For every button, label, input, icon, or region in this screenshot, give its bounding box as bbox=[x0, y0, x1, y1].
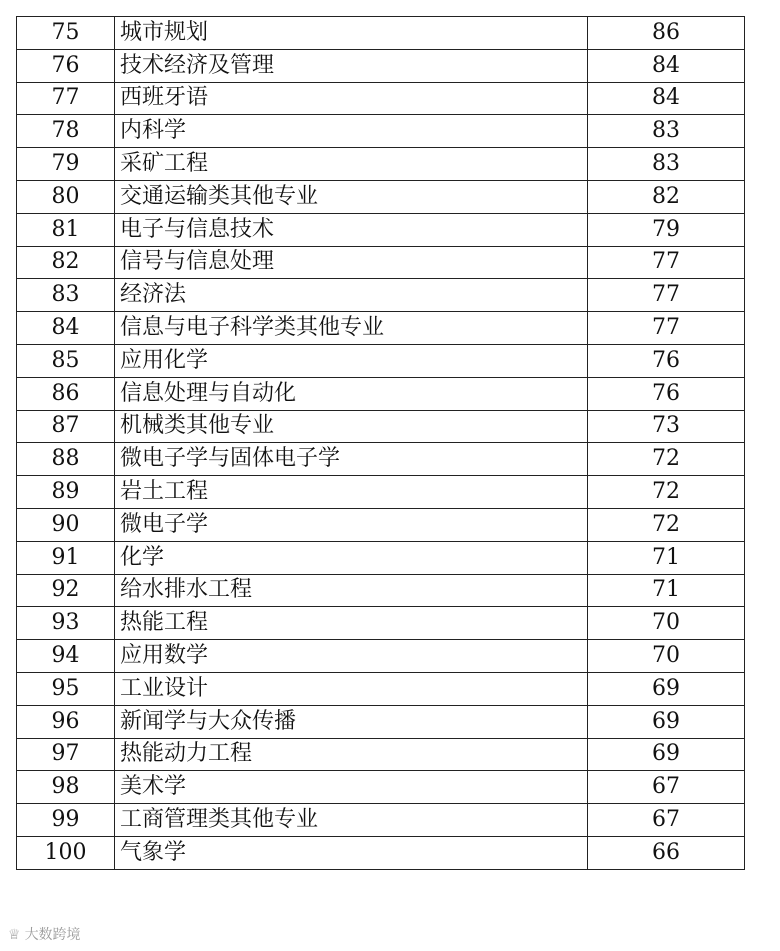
major-name-cell: 技术经济及管理 bbox=[115, 49, 588, 82]
table-row bbox=[17, 148, 745, 181]
table-row bbox=[17, 213, 745, 246]
major-name-cell: 热能动力工程 bbox=[115, 738, 588, 771]
watermark bbox=[8, 924, 81, 944]
rank-cell: 87 bbox=[17, 410, 115, 443]
table-row bbox=[17, 180, 745, 213]
table-row bbox=[17, 82, 745, 115]
table-row bbox=[17, 344, 745, 377]
table-row bbox=[17, 574, 745, 607]
major-name-cell: 机械类其他专业 bbox=[115, 410, 588, 443]
rank-cell: 99 bbox=[17, 804, 115, 837]
major-name-cell: 工商管理类其他专业 bbox=[115, 804, 588, 837]
score-cell: 76 bbox=[588, 344, 745, 377]
rank-cell: 86 bbox=[17, 377, 115, 410]
major-name-cell: 化学 bbox=[115, 541, 588, 574]
rank-cell: 95 bbox=[17, 672, 115, 705]
major-name-cell: 信息处理与自动化 bbox=[115, 377, 588, 410]
major-name-cell: 城市规划 bbox=[115, 17, 588, 50]
major-name-cell: 信息与电子科学类其他专业 bbox=[115, 312, 588, 345]
table-row bbox=[17, 377, 745, 410]
score-cell: 71 bbox=[588, 541, 745, 574]
rank-cell: 97 bbox=[17, 738, 115, 771]
major-name-cell: 西班牙语 bbox=[115, 82, 588, 115]
major-name-cell: 信号与信息处理 bbox=[115, 246, 588, 279]
table-row bbox=[17, 115, 745, 148]
score-cell: 77 bbox=[588, 279, 745, 312]
score-cell: 69 bbox=[588, 672, 745, 705]
table-row bbox=[17, 836, 745, 869]
table-row bbox=[17, 541, 745, 574]
score-cell: 70 bbox=[588, 640, 745, 673]
rank-cell: 88 bbox=[17, 443, 115, 476]
table-row bbox=[17, 508, 745, 541]
rank-cell: 85 bbox=[17, 344, 115, 377]
ranking-table bbox=[16, 16, 745, 870]
score-cell: 72 bbox=[588, 508, 745, 541]
rank-cell: 96 bbox=[17, 705, 115, 738]
score-cell: 71 bbox=[588, 574, 745, 607]
table-row bbox=[17, 804, 745, 837]
rank-cell: 82 bbox=[17, 246, 115, 279]
score-cell: 84 bbox=[588, 82, 745, 115]
ranking-table-body bbox=[17, 17, 745, 870]
major-name-cell: 岩土工程 bbox=[115, 476, 588, 509]
rank-cell: 79 bbox=[17, 148, 115, 181]
score-cell: 72 bbox=[588, 476, 745, 509]
major-name-cell: 新闻学与大众传播 bbox=[115, 705, 588, 738]
table-row bbox=[17, 279, 745, 312]
score-cell: 67 bbox=[588, 771, 745, 804]
rank-cell: 89 bbox=[17, 476, 115, 509]
score-cell: 84 bbox=[588, 49, 745, 82]
major-name-cell: 应用数学 bbox=[115, 640, 588, 673]
major-name-cell: 气象学 bbox=[115, 836, 588, 869]
table-row bbox=[17, 705, 745, 738]
table-row bbox=[17, 672, 745, 705]
table-row bbox=[17, 443, 745, 476]
rank-cell: 80 bbox=[17, 180, 115, 213]
rank-cell: 75 bbox=[17, 17, 115, 50]
major-name-cell: 工业设计 bbox=[115, 672, 588, 705]
rank-cell: 94 bbox=[17, 640, 115, 673]
major-name-cell: 给水排水工程 bbox=[115, 574, 588, 607]
score-cell: 83 bbox=[588, 115, 745, 148]
rank-cell: 77 bbox=[17, 82, 115, 115]
rank-cell: 83 bbox=[17, 279, 115, 312]
score-cell: 77 bbox=[588, 312, 745, 345]
major-name-cell: 交通运输类其他专业 bbox=[115, 180, 588, 213]
score-cell: 67 bbox=[588, 804, 745, 837]
major-name-cell: 应用化学 bbox=[115, 344, 588, 377]
score-cell: 66 bbox=[588, 836, 745, 869]
table-row bbox=[17, 410, 745, 443]
score-cell: 69 bbox=[588, 705, 745, 738]
watermark-text: 大数跨境 bbox=[24, 927, 81, 943]
score-cell: 79 bbox=[588, 213, 745, 246]
table-row bbox=[17, 738, 745, 771]
rank-cell: 76 bbox=[17, 49, 115, 82]
major-name-cell: 电子与信息技术 bbox=[115, 213, 588, 246]
rank-cell: 78 bbox=[17, 115, 115, 148]
table-row bbox=[17, 246, 745, 279]
score-cell: 70 bbox=[588, 607, 745, 640]
table-row bbox=[17, 49, 745, 82]
table-row bbox=[17, 607, 745, 640]
table-row bbox=[17, 312, 745, 345]
score-cell: 86 bbox=[588, 17, 745, 50]
major-name-cell: 微电子学 bbox=[115, 508, 588, 541]
rank-cell: 84 bbox=[17, 312, 115, 345]
score-cell: 73 bbox=[588, 410, 745, 443]
rank-cell: 98 bbox=[17, 771, 115, 804]
table-row bbox=[17, 17, 745, 50]
major-name-cell: 热能工程 bbox=[115, 607, 588, 640]
major-name-cell: 美术学 bbox=[115, 771, 588, 804]
rank-cell: 93 bbox=[17, 607, 115, 640]
table-row bbox=[17, 476, 745, 509]
rank-cell: 92 bbox=[17, 574, 115, 607]
major-name-cell: 内科学 bbox=[115, 115, 588, 148]
logo-icon: ♕ bbox=[8, 927, 21, 943]
table-row bbox=[17, 640, 745, 673]
score-cell: 77 bbox=[588, 246, 745, 279]
score-cell: 72 bbox=[588, 443, 745, 476]
rank-cell: 91 bbox=[17, 541, 115, 574]
major-name-cell: 采矿工程 bbox=[115, 148, 588, 181]
major-name-cell: 经济法 bbox=[115, 279, 588, 312]
major-name-cell: 微电子学与固体电子学 bbox=[115, 443, 588, 476]
score-cell: 76 bbox=[588, 377, 745, 410]
score-cell: 69 bbox=[588, 738, 745, 771]
rank-cell: 81 bbox=[17, 213, 115, 246]
rank-cell: 100 bbox=[17, 836, 115, 869]
score-cell: 83 bbox=[588, 148, 745, 181]
table-row bbox=[17, 771, 745, 804]
score-cell: 82 bbox=[588, 180, 745, 213]
rank-cell: 90 bbox=[17, 508, 115, 541]
